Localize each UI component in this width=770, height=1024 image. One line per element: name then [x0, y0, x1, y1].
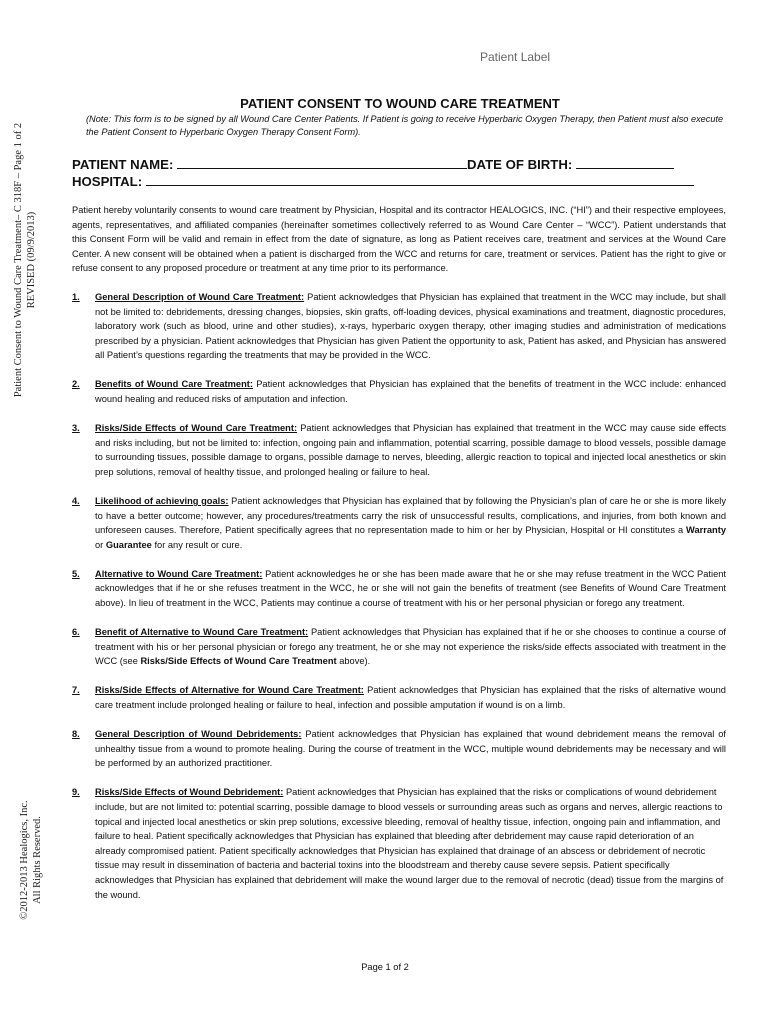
consent-item [72, 421, 726, 479]
item-heading: General Description of Wound Care Treatment: [95, 291, 305, 302]
item-text [95, 290, 726, 363]
side-form-title: Patient Consent to Wound Care Treatment– C 318F – Page 1 of 2 [13, 122, 24, 398]
consent-item [72, 567, 726, 611]
copyright-line: ©2012-2013 Healogics, Inc. [19, 800, 30, 920]
dob-field[interactable] [576, 156, 674, 169]
item-number: 8. [72, 729, 80, 740]
item-text [95, 785, 726, 902]
consent-item [72, 290, 726, 363]
page-number: Page 1 of 2 [361, 962, 409, 972]
patient-label-placeholder: Patient Label [480, 50, 551, 64]
item-number: 4. [72, 496, 80, 506]
item-text [95, 494, 726, 552]
item-number: 2. [72, 379, 80, 390]
item-body: Patient acknowledges that Physician has explained that by following the Physician’s plan of care he or she is more likely to have a better outcome; however, any procedures/treatments carry the risk of unsuccessful results, complications, and injuries, from both known and unforeseen causes. Therefore, Patient specifically agrees that no representation made to him or her by Physician, Hospital or HI constitutes a [95, 496, 726, 536]
item-text [95, 377, 726, 406]
item-body: or [95, 539, 106, 550]
item-heading: Likelihood of achieving goals: [95, 496, 229, 506]
item-body: Patient acknowledges that Physician has explained that the risks or complications of wound debridement include, but are not limited to: potential scarring, possible damage to blood vessels or surrounding areas such as organs and nerves, allergic reactions to topical and injected local anesthetics or skin prep solutions, excessive bleeding, removal of healthy tissue, infection, ongoing pain and inflammation, and failure to heal. Patient specifically acknowledges that Physician has explained that bleeding after debridement may cause rapid deterioration of an already compromised patient. Patient specifically acknowledges that Physician has explained that drainage of an abscess or debridement of necrotic tissue may result in dissemination of bacteria and bacterial toxins into the bloodstream and thereby cause severe sepsis. Patient specifically acknowledges that Physician has explained that debridement will make the wound larger due to the removal of necrotic (dead) tissue from the margins of the wound. [95, 787, 724, 900]
consent-item [72, 727, 726, 771]
intro-paragraph: Patient hereby voluntarily consents to wound care treatment by Physician, Hospital and its contractor HEALOGICS, INC. (“HI”) and their respective employees, agents, representatives, and affiliated companies (hereinafter sometimes collectively referred to as Wound Care Center – “WCC”). Patient understands that this Consent Form will be valid and remain in effect from the date of signature, as long as Patient receives care, treatment and services at the Wound Care Center. A new consent will be obtained when a patient is discharged from the WCC and returns for care, treatment or services. Patient has the right to give or refuse consent to any proposed procedure or treatment at any time prior to its performance. [72, 205, 726, 274]
document-title: PATIENT CONSENT TO WOUND CARE TREATMENT [240, 96, 560, 111]
item-heading: Risks/Side Effects of Wound Care Treatment: [95, 423, 298, 434]
item-body: Patient acknowledges that Physician has explained that the benefits of treatment in the WCC include: enhanced wound healing and reduced risks of amputation and infection. [95, 379, 727, 405]
patient-name-field[interactable] [177, 156, 467, 169]
consent-item [72, 377, 726, 406]
item-body: above). [336, 656, 371, 667]
item-body: Patient acknowledges he or she has been made aware that he or she may refuse treatment in the WCC Patient acknowledges that if he or she refuses treatment in the WCC, he or she will not gain the benefits of treatment (see Benefits of Wound Care Treatment above). In lieu of treatment in the WCC, Patients may continue a course of treatment with his or her personal physician or forego any treatment. [95, 568, 726, 609]
side-copyright [18, 800, 48, 920]
item-heading: Risks/Side Effects of Wound Debridement: [95, 787, 284, 798]
document-note: (Note: This form is to be signed by all Wound Care Center Patients. If Patient is going to receive Hyperbaric Oxygen Therapy, then Patient must also execute the Patient Consent to Hyperbaric Oxygen Therapy Consent Form). [86, 114, 724, 137]
item-number: 1. [72, 291, 80, 302]
item-text [95, 625, 726, 669]
patient-name-label: PATIENT NAME: [72, 157, 174, 172]
side-form-revision: REVISED (09/9/2013) [26, 211, 37, 309]
item-number: 7. [72, 685, 80, 696]
item-body: Patient acknowledges that Physician has explained that treatment in the WCC may cause side effects and risks including, but not be limited to: infection, ongoing pain and inflammation, potential scarring, possible damage to blood vessels, possible damage to surrounding tissues, possible damage to organs, possible damage to nerves, bleeding, allergic reaction to topical and injected local anesthetics or skin prep solutions, removal of healthy tissue, and prolonged healing or failure to heal. [95, 423, 726, 477]
consent-item [72, 625, 726, 669]
item-body: for any result or cure. [151, 539, 243, 550]
side-form-id [12, 110, 44, 410]
hospital-field[interactable] [146, 173, 694, 186]
consent-item [72, 785, 726, 902]
item-body: Patient acknowledges that Physician has explained that wound debridement means the removal of unhealthy tissue from a wound to promote healing. During the course of treatment in the WCC, multiple wound debridements may be necessary and will be performed by an authorized practitioner. [95, 729, 726, 769]
item-heading: Alternative to Wound Care Treatment: [95, 568, 263, 579]
item-body: Patient acknowledges that Physician has explained that the risks of alternative wound care treatment include prolonged healing or failure to heal, infection and possible amputation if wound is on a limb. [95, 685, 726, 711]
item-heading: Benefits of Wound Care Treatment: [95, 379, 253, 390]
item-heading: Benefit of Alternative to Wound Care Treatment: [95, 627, 309, 638]
item-body: Patient acknowledges that Physician has explained that treatment in the WCC may include, but shall not be limited to: debridements, dressing changes, biopsies, skin grafts, off-loading devices, physical examinations and treatment, diagnostic procedures, laboratory work (such as blood, urine and other studies), x-rays, hyperbaric oxygen therapy, other imaging studies and administration of medications prescribed by a physician. Patient acknowledges that Physician has given Patient the opportunity to ask, Patient has asked, and Physician has answered all Patient’s questions regarding the treatments that may be provided in the WCC. [95, 291, 726, 361]
item-text [95, 683, 726, 712]
guarantee-term: Guarantee [105, 539, 152, 550]
consent-item [72, 683, 726, 712]
item-body: Patient acknowledges that Physician has explained that if he or she chooses to continue a course of treatment with his or her personal physician or forego any treatment, he or she may not experience the risks/side effects associated with treatment in the WCC (see [95, 627, 726, 667]
patient-name-row [72, 156, 674, 172]
item-text [95, 421, 726, 479]
hospital-label: HOSPITAL: [72, 174, 143, 189]
item-number: 5. [72, 568, 80, 579]
item-text [95, 567, 726, 611]
dob-label: DATE OF BIRTH: [467, 157, 573, 172]
item-number: 6. [72, 627, 80, 638]
item-text [95, 727, 726, 771]
hospital-row [72, 173, 694, 189]
cross-reference: Risks/Side Effects of Wound Care Treatment [140, 656, 337, 667]
item-heading: Risks/Side Effects of Alternative for Wound Care Treatment: [95, 685, 364, 696]
item-heading: General Description of Wound Debridements: [95, 729, 302, 740]
item-number: 3. [72, 423, 80, 434]
item-number: 9. [72, 787, 80, 798]
rights-line: All Rights Reserved. [32, 816, 43, 904]
warranty-term: Warranty [686, 525, 726, 536]
consent-item [72, 494, 726, 552]
consent-body [72, 203, 726, 917]
